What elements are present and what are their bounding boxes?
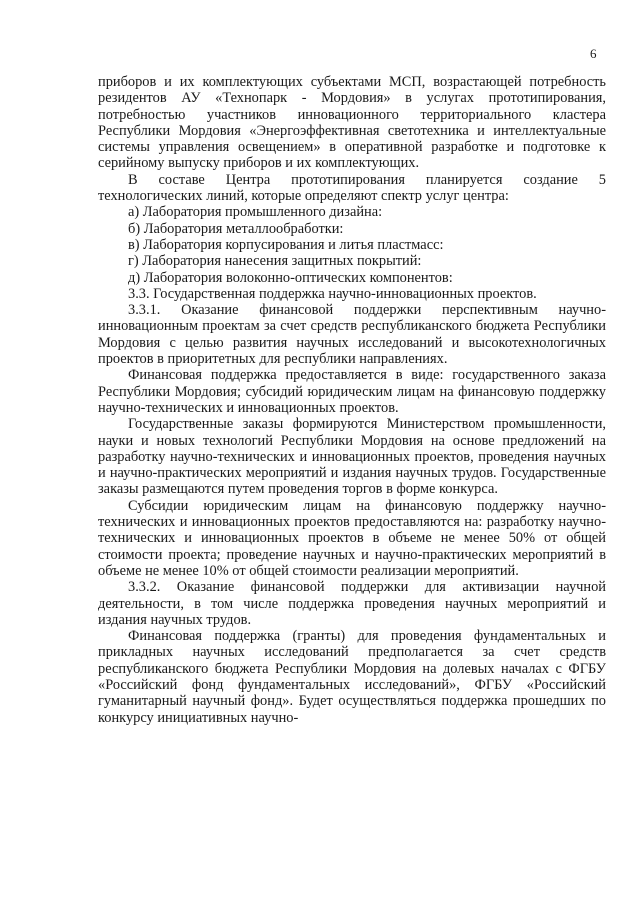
list-item-industrial-design-lab: а) Лаборатория промышленного дизайна: — [128, 204, 383, 221]
list-item-casting-lab: в) Лаборатория корпусирования и литья пластмасс: — [128, 236, 444, 253]
list-item-fiber-optics-lab: д) Лаборатория волоконно-оптических компонентов: — [128, 269, 453, 286]
list-item-coatings-lab: г) Лаборатория нанесения защитных покрытий: — [128, 253, 422, 270]
paragraph-prototyping-center: В составе Центра прототипирования планируется создание 5 технологических линий, которые определяют спектр услуг центра: — [98, 171, 606, 205]
paragraph-continuation: приборов и их комплектующих субъектами МСП, возрастающей потребность резидентов АУ «Технопарк - Мордовия» в услугах прототипирования, потребностью участников инновационного территориального кластера Республики Мордовия «Энергоэффективная светотехника и интеллектуальные системы управления освещением» в оперативной разработке и подготовке к серийному выпуску приборов и их комплектующих. — [98, 74, 606, 172]
paragraph-3-3-1: 3.3.1. Оказание финансовой поддержки перспективным научно-инновационным проектам за счет средств республиканского бюджета Республики Мордовия с целью развития научных исследований и высокотехнологичных проектов в приоритетных для республики направлениях. — [98, 302, 606, 368]
page-number: 6 — [590, 46, 597, 61]
section-heading-3-3: 3.3. Государственная поддержка научно-инновационных проектов. — [128, 285, 537, 302]
paragraph-3-3-2: 3.3.2. Оказание финансовой поддержки для активизации научной деятельности, в том числе поддержка проведения научных мероприятий и издания научных трудов. — [98, 579, 606, 628]
paragraph-grants: Финансовая поддержка (гранты) для проведения фундаментальных и прикладных научных исследований предполагается за счет средств республиканского бюджета Республики Мордовия на долевых началах с ФГБУ «Российский фонд фундаментальных исследований», ФГБУ «Российский гуманитарный научный фонд». Будет осуществляться поддержка прошедших по конкурсу инициативных научно- — [98, 628, 606, 726]
paragraph-subsidies: Субсидии юридическим лицам на финансовую поддержку научно-технических и инновационных проектов предоставляются на: разработку научно-технических и инновационных проектов в объеме не менее 50% от общей стоимости проекта; проведение научных и научно-практических мероприятий в объеме не менее 10% от общей стоимости реализации мероприятий. — [98, 497, 606, 579]
paragraph-financial-support-forms: Финансовая поддержка предоставляется в виде: государственного заказа Республики Мордовия; субсидий юридическим лицам на финансовую поддержку научно-технических и инновационных проектов. — [98, 367, 606, 416]
document-body — [98, 74, 606, 726]
list-item-metalworking-lab: б) Лаборатория металлообработки: — [128, 220, 344, 237]
paragraph-state-orders: Государственные заказы формируются Министерством промышленности, науки и новых технологий Республики Мордовия на основе предложений на разработку научно-технических и инновационных проектов, проведения научных и научно-практических мероприятий и издания научных трудов. Государственные заказы размещаются путем проведения торгов в форме конкурса. — [98, 416, 606, 498]
